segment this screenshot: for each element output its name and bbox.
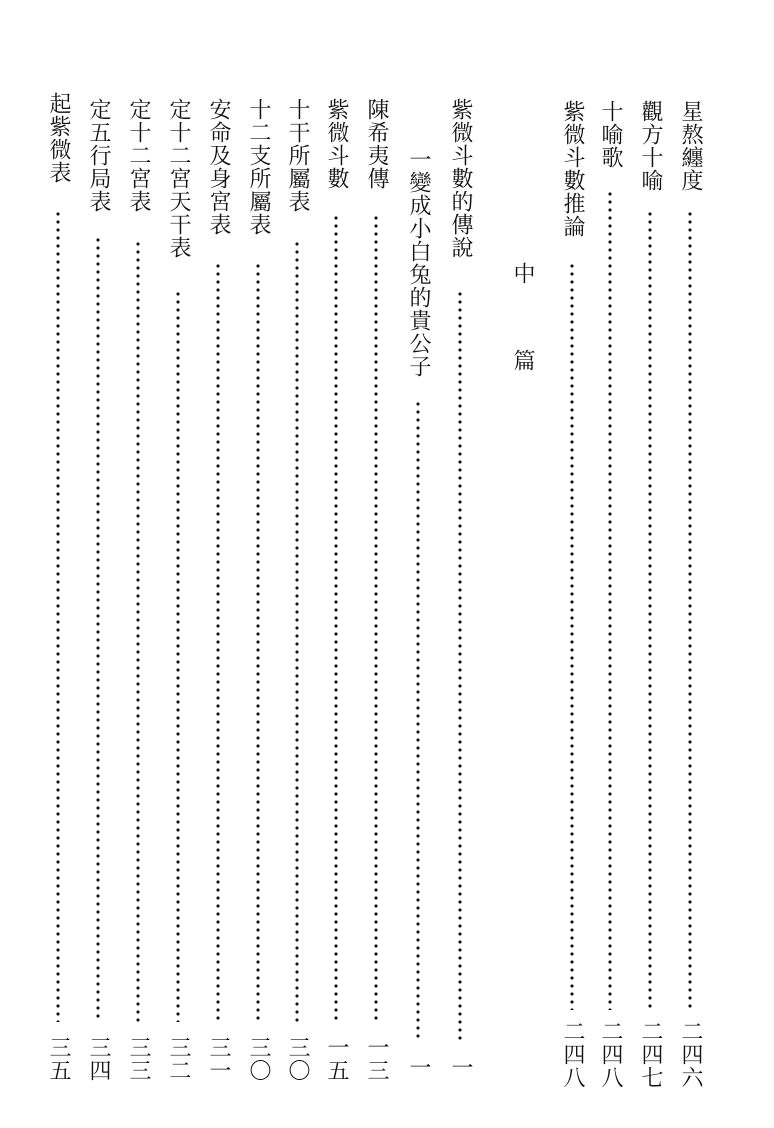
dot-leader: [256, 262, 260, 1022]
entry-page: 二四八: [560, 1020, 585, 1089]
entry-title: 起紫微表: [46, 92, 71, 184]
entry-page: 三〇: [285, 1036, 310, 1082]
dot-leader: [416, 400, 420, 1042]
dot-leader: [458, 290, 462, 1042]
entry-title: 定十二宮表: [126, 98, 151, 213]
entry-page: 三〇: [246, 1036, 271, 1082]
section-heading: 中 篇: [510, 262, 535, 391]
dot-leader: [608, 190, 612, 1010]
entry-page: 二四六: [678, 1020, 703, 1089]
entry-title: 觀方十喻: [638, 100, 663, 192]
entry-title: 星熬纏度: [678, 100, 703, 192]
entry-page: 一: [448, 1056, 473, 1079]
dot-leader: [295, 240, 299, 1022]
dot-leader: [374, 214, 378, 1022]
dot-leader: [56, 210, 60, 1022]
entry-title: 紫微斗數: [324, 98, 349, 190]
dot-leader: [688, 210, 692, 1010]
dot-leader: [334, 214, 338, 1022]
entry-page: 一五: [324, 1036, 349, 1082]
entry-page: 三二: [166, 1036, 191, 1082]
dot-leader: [96, 236, 100, 1022]
entry-title: 紫微斗數的傳說: [448, 98, 473, 259]
entry-title: 陳希夷傳: [364, 98, 389, 190]
dot-leader: [570, 262, 574, 1010]
dot-leader: [136, 240, 140, 1022]
entry-title: 紫微斗數推論: [560, 100, 585, 238]
entry-page: 一三: [364, 1036, 389, 1082]
dot-leader: [648, 210, 652, 1010]
entry-title: 十干所屬表: [285, 98, 310, 213]
entry-title: 十喻歌: [598, 100, 623, 169]
entry-title: 一變成小白兔的貴公子: [406, 148, 431, 378]
entry-title: 定十二宮天干表: [166, 98, 191, 259]
entry-page: 三三: [126, 1036, 151, 1082]
entry-page: 二四八: [598, 1020, 623, 1089]
dot-leader: [216, 262, 220, 1022]
entry-page: 二四七: [638, 1020, 663, 1089]
entry-page: 三五: [46, 1036, 71, 1082]
entry-page: 三四: [86, 1036, 111, 1082]
entry-page: 一: [406, 1056, 431, 1079]
entry-title: 十二支所屬表: [246, 98, 271, 236]
entry-title: 定五行局表: [86, 98, 111, 213]
entry-title: 安命及身宮表: [206, 98, 231, 236]
dot-leader: [176, 290, 180, 1022]
entry-page: 三一: [206, 1036, 231, 1082]
